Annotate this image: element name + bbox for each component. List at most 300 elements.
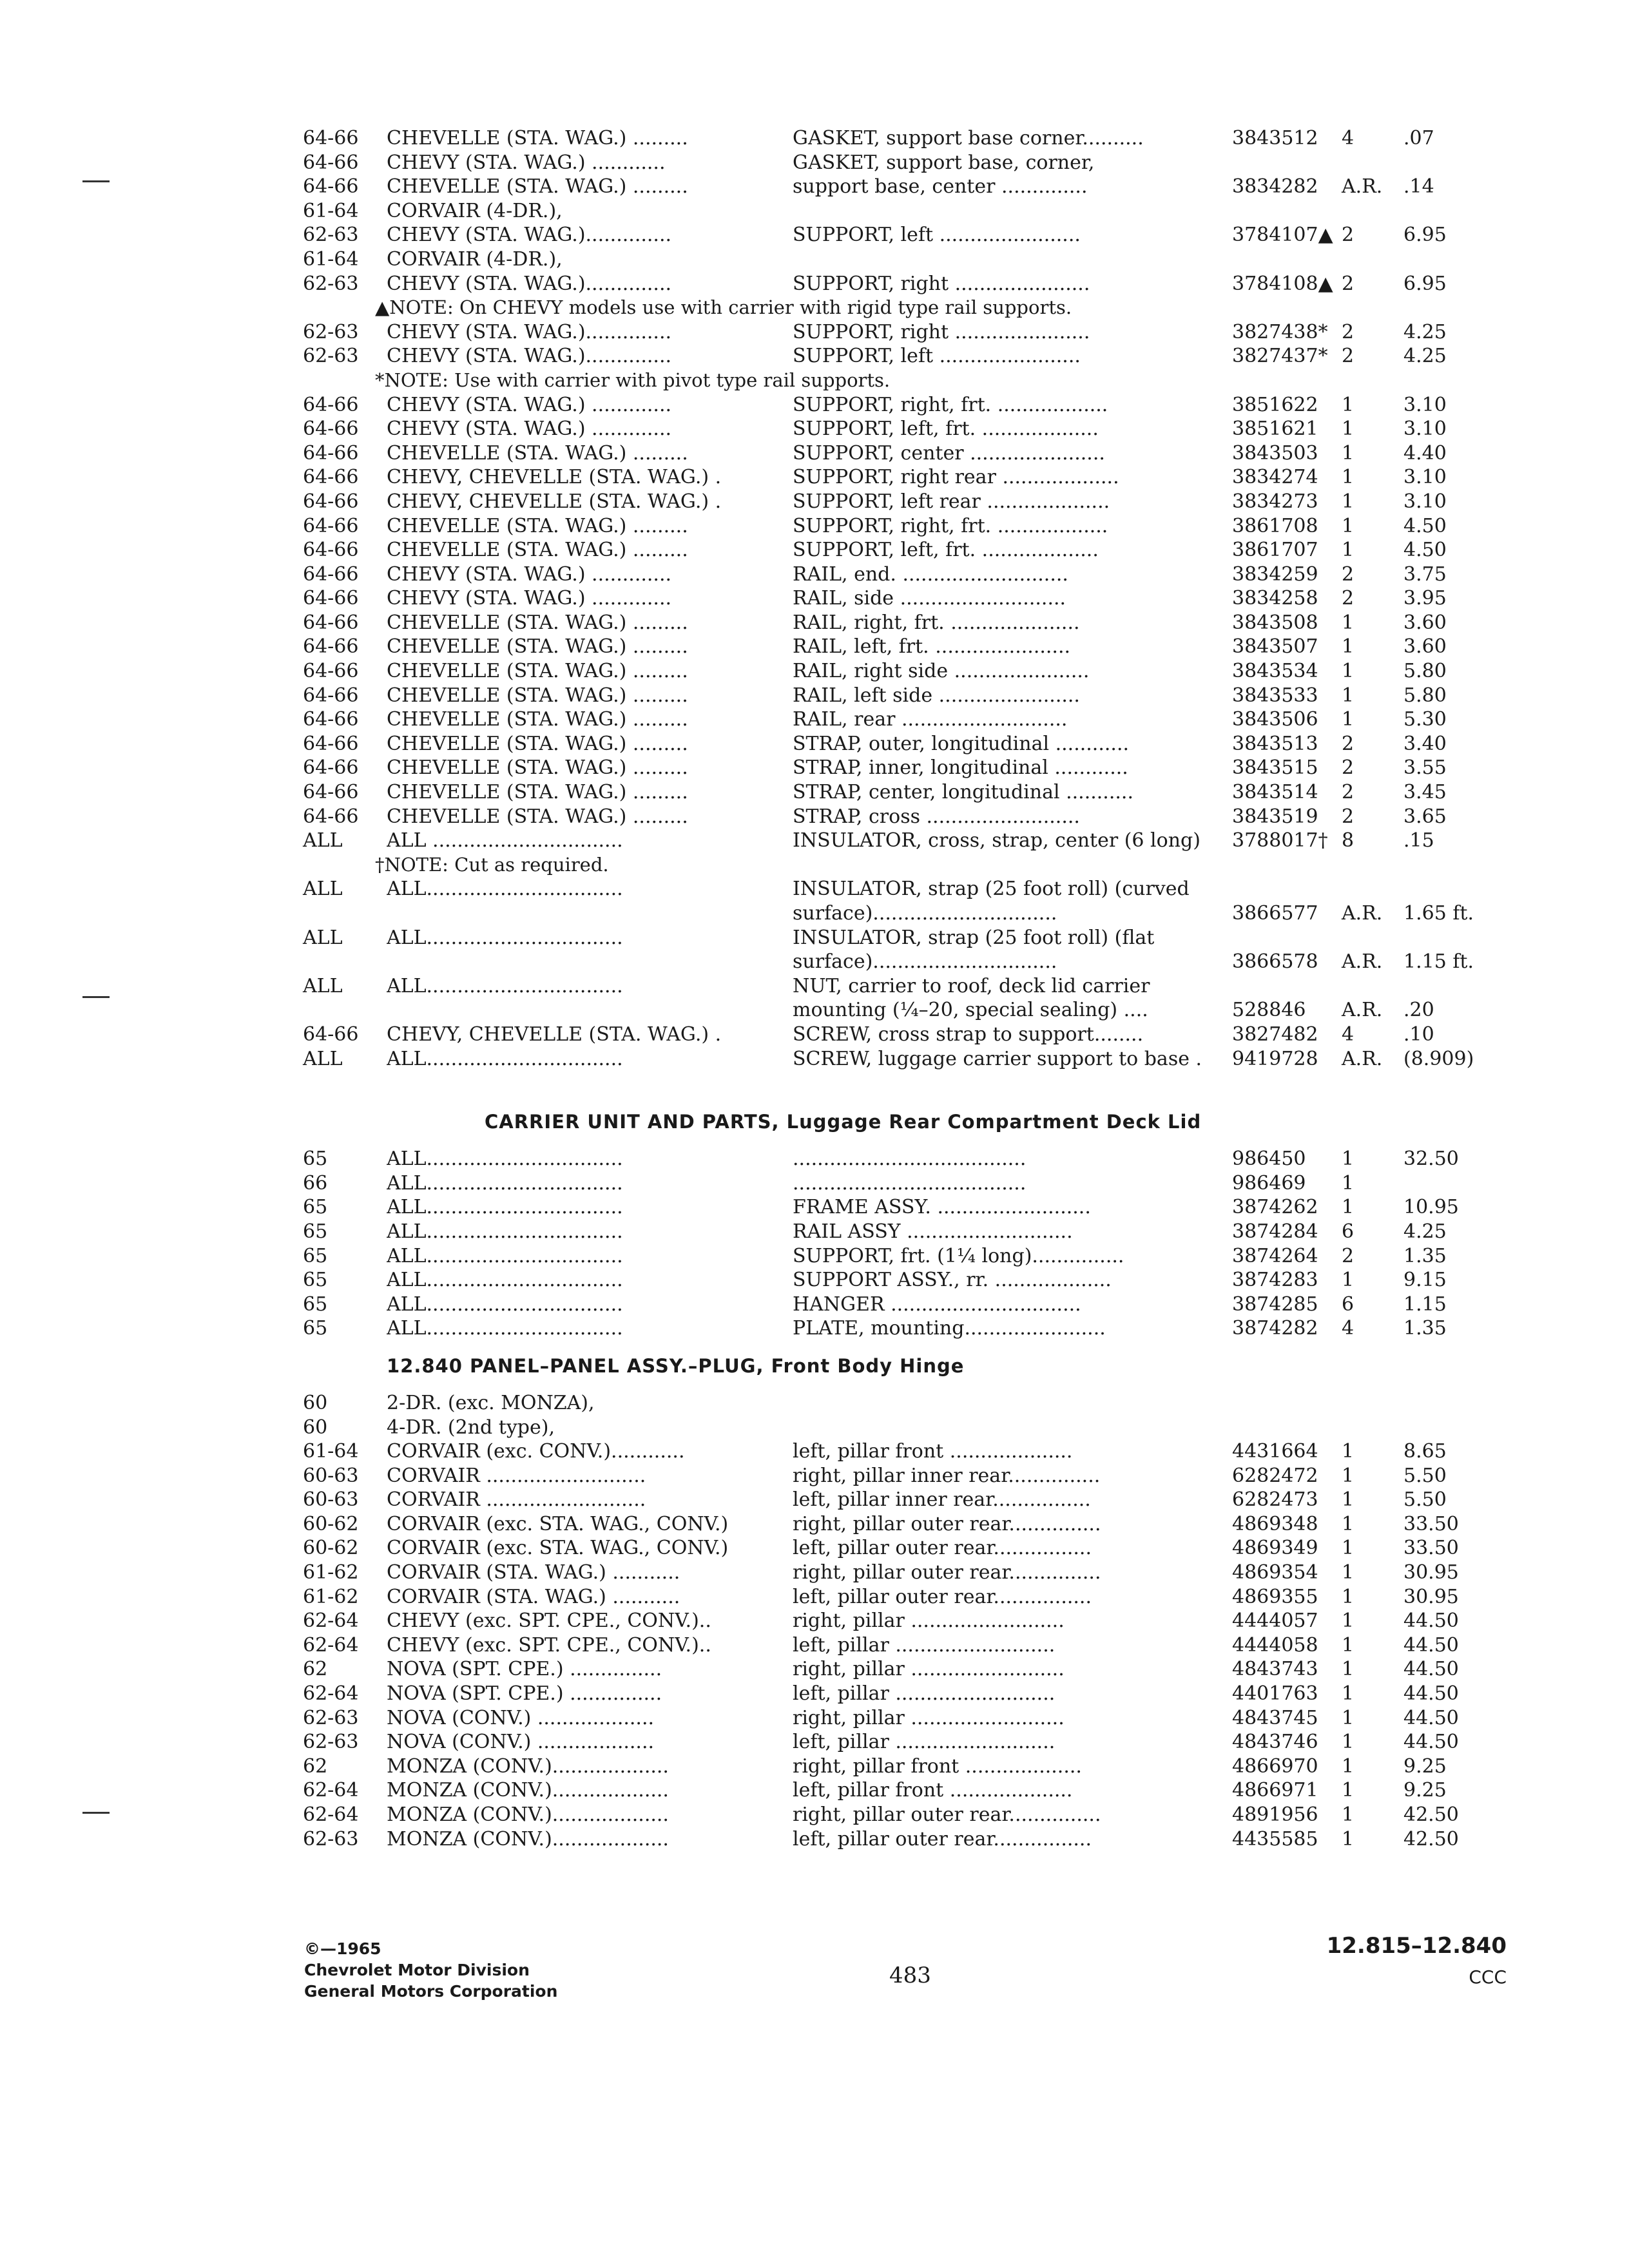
table-row: [303, 175, 1527, 199]
quantity-cell: 1: [1342, 1827, 1354, 1850]
price-cell: 1.35: [1403, 1317, 1447, 1340]
model-cell: CORVAIR (exc. STA. WAG., CONV.): [387, 1512, 729, 1535]
footnote: *NOTE: Use with carrier with pivot type rail supports.: [375, 369, 891, 391]
model-cell: NOVA (CONV.) ...................: [387, 1731, 655, 1754]
model-cell: ALL................................: [387, 1148, 623, 1171]
year-cell: 64-66: [303, 684, 359, 707]
description-cell: SUPPORT, left .......................: [793, 345, 1081, 368]
part-number-cell: 3843519: [1232, 805, 1318, 828]
description-cell: SCREW, luggage carrier support to base .: [793, 1047, 1202, 1070]
price-cell: .15: [1403, 829, 1434, 852]
quantity-cell: 2: [1342, 732, 1354, 755]
year-cell: 62-64: [303, 1779, 359, 1802]
model-cell: CORVAIR (exc. CONV.)............: [387, 1440, 685, 1463]
table-row: [303, 1609, 1527, 1633]
table-row: [303, 1171, 1527, 1196]
model-cell: CHEVELLE (STA. WAG.) .........: [387, 708, 688, 731]
price-cell: 1.65 ft.: [1403, 902, 1474, 925]
year-cell: 65: [303, 1293, 328, 1316]
quantity-cell: A.R.: [1342, 902, 1383, 925]
year-cell: 64-66: [303, 175, 359, 198]
part-number-cell: 3827438*: [1232, 320, 1328, 343]
price-cell: 5.80: [1403, 660, 1447, 683]
model-cell: CHEVELLE (STA. WAG.) .........: [387, 660, 688, 683]
model-cell: CHEVELLE (STA. WAG.) .........: [387, 441, 688, 465]
year-cell: 64-66: [303, 127, 359, 149]
table-row: [303, 998, 1527, 1023]
year-cell: 64-66: [303, 418, 359, 441]
quantity-cell: 2: [1342, 781, 1354, 804]
description-cell: SUPPORT, left .......................: [793, 224, 1081, 247]
table-row: [303, 1439, 1527, 1464]
part-number-cell: 3834282: [1232, 175, 1318, 198]
price-cell: 5.50: [1403, 1488, 1447, 1512]
part-number-cell: 4869348: [1232, 1512, 1318, 1535]
model-cell: CHEVELLE (STA. WAG.) .........: [387, 127, 688, 149]
part-number-cell: 3861708: [1232, 514, 1318, 537]
price-cell: 42.50: [1403, 1803, 1459, 1826]
footer-publisher: [304, 1938, 557, 2002]
year-cell: 66: [303, 1171, 328, 1195]
footnote: ▲NOTE: On CHEVY models use with carrier with rigid type rail supports.: [375, 296, 1072, 319]
part-number-cell: 3866578: [1232, 950, 1318, 974]
price-cell: 9.15: [1403, 1269, 1447, 1292]
year-cell: 65: [303, 1148, 328, 1171]
model-cell: CHEVY (STA. WAG.) ............: [387, 151, 666, 174]
description-cell: left, pillar ..........................: [793, 1731, 1055, 1754]
table-row: [303, 126, 1527, 151]
section-gap: [303, 1071, 1527, 1097]
model-cell: ALL................................: [387, 1293, 623, 1316]
table-row: [303, 441, 1527, 466]
table-row: [303, 1778, 1527, 1803]
part-number-cell: 3843508: [1232, 611, 1318, 634]
description-cell: SUPPORT ASSY., rr. ...................: [793, 1269, 1112, 1292]
year-cell: 64-66: [303, 635, 359, 658]
description-cell: mounting (¼–20, special sealing) ....: [793, 999, 1148, 1022]
table-row: [303, 223, 1527, 247]
quantity-cell: A.R.: [1342, 950, 1383, 974]
quantity-cell: A.R.: [1342, 1047, 1383, 1070]
model-cell: ALL................................: [387, 974, 623, 997]
table-row: [303, 465, 1527, 490]
price-cell: 3.10: [1403, 466, 1447, 489]
model-cell: 4-DR. (2nd type),: [387, 1416, 555, 1439]
description-cell: INSULATOR, strap (25 foot roll) (flat: [793, 926, 1155, 949]
year-cell: 65: [303, 1244, 328, 1267]
table-row: [303, 272, 1527, 296]
price-cell: 3.45: [1403, 781, 1447, 804]
quantity-cell: 4: [1342, 1317, 1354, 1340]
quantity-cell: 1: [1342, 1464, 1354, 1487]
table-row: [303, 1803, 1527, 1827]
part-number-cell: 3843506: [1232, 708, 1318, 731]
section-heading: 12.840 PANEL–PANEL ASSY.–PLUG, Front Body Hinge: [387, 1354, 965, 1377]
quantity-cell: 1: [1342, 635, 1354, 658]
year-cell: 64-66: [303, 441, 359, 465]
part-number-cell: 4869349: [1232, 1537, 1318, 1560]
model-cell: CORVAIR (exc. STA. WAG., CONV.): [387, 1537, 729, 1560]
description-cell: RAIL, left side .......................: [793, 684, 1080, 707]
year-cell: 60-62: [303, 1537, 359, 1560]
year-cell: ALL: [303, 974, 343, 997]
price-cell: 44.50: [1403, 1633, 1459, 1657]
price-cell: 3.55: [1403, 756, 1447, 780]
model-cell: MONZA (CONV.)...................: [387, 1827, 669, 1850]
part-number-cell: 4401763: [1232, 1682, 1318, 1706]
year-cell: ALL: [303, 926, 343, 949]
table-row: [303, 1682, 1527, 1706]
part-number-cell: 3851622: [1232, 393, 1318, 416]
model-cell: CORVAIR (STA. WAG.) ...........: [387, 1585, 680, 1608]
model-cell: CORVAIR ..........................: [387, 1464, 646, 1487]
table-row: [303, 247, 1527, 272]
part-number-cell: 3834273: [1232, 490, 1318, 513]
price-cell: 44.50: [1403, 1682, 1459, 1706]
year-cell: 60-63: [303, 1488, 359, 1512]
quantity-cell: 1: [1342, 611, 1354, 634]
table-row: [303, 926, 1527, 950]
model-cell: CHEVELLE (STA. WAG.) .........: [387, 175, 688, 198]
model-cell: CHEVY, CHEVELLE (STA. WAG.) .: [387, 1023, 722, 1046]
model-cell: CORVAIR (4-DR.),: [387, 247, 563, 271]
description-cell: left, pillar front ....................: [793, 1779, 1073, 1802]
year-cell: 64-66: [303, 756, 359, 780]
part-number-cell: 6282473: [1232, 1488, 1318, 1512]
price-cell: 44.50: [1403, 1658, 1459, 1681]
part-number-cell: 4435585: [1232, 1827, 1318, 1850]
description-cell: SUPPORT, left, frt. ...................: [793, 418, 1099, 441]
part-number-cell: 3843507: [1232, 635, 1318, 658]
quantity-cell: 2: [1342, 1244, 1354, 1267]
table-row: [303, 1023, 1527, 1047]
description-cell: support base, center ..............: [793, 175, 1088, 198]
quantity-cell: 1: [1342, 1585, 1354, 1608]
quantity-cell: 2: [1342, 756, 1354, 780]
table-row: [303, 1754, 1527, 1779]
year-cell: 64-66: [303, 562, 359, 586]
price-cell: 1.15: [1403, 1293, 1447, 1316]
catalog-code: CCC: [1469, 1966, 1507, 1988]
description-cell: FRAME ASSY. .........................: [793, 1196, 1091, 1219]
model-cell: ALL................................: [387, 926, 623, 949]
model-cell: CHEVY, CHEVELLE (STA. WAG.) .: [387, 466, 722, 489]
year-cell: 61-62: [303, 1561, 359, 1584]
part-number-cell: 3843513: [1232, 732, 1318, 755]
year-cell: 64-66: [303, 539, 359, 562]
quantity-cell: 1: [1342, 1171, 1354, 1195]
year-cell: 64-66: [303, 151, 359, 174]
description-cell: left, pillar ..........................: [793, 1633, 1055, 1657]
price-cell: 4.40: [1403, 441, 1447, 465]
description-cell: RAIL ASSY ...........................: [793, 1220, 1073, 1243]
quantity-cell: 8: [1342, 829, 1354, 852]
table-row: [303, 538, 1527, 562]
table-row: [303, 1316, 1527, 1341]
table-row: [303, 635, 1527, 659]
year-cell: 62-64: [303, 1610, 359, 1633]
price-cell: 3.40: [1403, 732, 1447, 755]
table-row: [303, 514, 1527, 539]
description-cell: right, pillar outer rear...............: [793, 1561, 1101, 1584]
description-cell: SUPPORT, right ......................: [793, 320, 1090, 343]
model-cell: CHEVELLE (STA. WAG.) .........: [387, 611, 688, 634]
model-cell: CHEVY (STA. WAG.) .............: [387, 587, 672, 610]
part-number-cell: 4891956: [1232, 1803, 1318, 1826]
model-cell: ALL................................: [387, 1220, 623, 1243]
price-cell: 9.25: [1403, 1754, 1447, 1778]
year-cell: 62-63: [303, 272, 359, 295]
quantity-cell: 1: [1342, 1706, 1354, 1729]
price-cell: .14: [1403, 175, 1434, 198]
table-row: [303, 1220, 1527, 1244]
price-cell: 30.95: [1403, 1561, 1459, 1584]
quantity-cell: 1: [1342, 1610, 1354, 1633]
table-row: [303, 490, 1527, 514]
description-cell: RAIL, left, frt. ......................: [793, 635, 1071, 658]
margin-mark: [82, 996, 110, 998]
year-cell: 64-66: [303, 805, 359, 828]
year-cell: 65: [303, 1220, 328, 1243]
year-cell: 64-66: [303, 393, 359, 416]
description-cell: right, pillar outer rear...............: [793, 1512, 1101, 1535]
part-number-cell: 4431664: [1232, 1440, 1318, 1463]
price-cell: 3.75: [1403, 562, 1447, 586]
description-cell: RAIL, right side ......................: [793, 660, 1090, 683]
model-cell: CHEVELLE (STA. WAG.) .........: [387, 514, 688, 537]
description-cell: ......................................: [793, 1148, 1027, 1171]
table-row: [303, 1416, 1527, 1440]
model-cell: NOVA (CONV.) ...................: [387, 1706, 655, 1729]
quantity-cell: 2: [1342, 224, 1354, 247]
part-number-cell: 3843503: [1232, 441, 1318, 465]
table-row: [303, 199, 1527, 224]
year-cell: 64-66: [303, 514, 359, 537]
model-cell: CHEVY, CHEVELLE (STA. WAG.) .: [387, 490, 722, 513]
model-cell: CHEVY (exc. SPT. CPE., CONV.)..: [387, 1633, 711, 1657]
part-number-cell: 4866970: [1232, 1754, 1318, 1778]
quantity-cell: 1: [1342, 1440, 1354, 1463]
description-cell: RAIL, right, frt. .....................: [793, 611, 1080, 634]
price-cell: 5.50: [1403, 1464, 1447, 1487]
year-cell: 64-66: [303, 466, 359, 489]
model-cell: MONZA (CONV.)...................: [387, 1803, 669, 1826]
quantity-cell: 1: [1342, 1537, 1354, 1560]
model-cell: CHEVELLE (STA. WAG.) .........: [387, 684, 688, 707]
table-row: [303, 1585, 1527, 1610]
price-cell: 5.80: [1403, 684, 1447, 707]
table-row: [303, 732, 1527, 756]
description-cell: STRAP, center, longitudinal ...........: [793, 781, 1133, 804]
model-cell: CORVAIR (4-DR.),: [387, 199, 563, 222]
price-cell: (8.909): [1403, 1047, 1474, 1070]
description-cell: SUPPORT, right rear ...................: [793, 466, 1119, 489]
description-cell: left, pillar outer rear................: [793, 1537, 1092, 1560]
table-row: [303, 1657, 1527, 1682]
table-row: [303, 805, 1527, 829]
description-cell: SUPPORT, left rear ....................: [793, 490, 1110, 513]
description-cell: GASKET, support base corner..........: [793, 127, 1144, 149]
part-number-cell: 986450: [1232, 1148, 1306, 1171]
model-cell: CHEVELLE (STA. WAG.) .........: [387, 805, 688, 828]
footer-section: [1327, 1933, 1507, 1988]
model-cell: CHEVY (STA. WAG.)..............: [387, 224, 672, 247]
price-cell: 8.65: [1403, 1440, 1447, 1463]
description-cell: SCREW, cross strap to support........: [793, 1023, 1144, 1046]
year-cell: 64-66: [303, 587, 359, 610]
year-cell: 64-66: [303, 1023, 359, 1046]
description-cell: SUPPORT, right ......................: [793, 272, 1090, 295]
table-row: [303, 950, 1527, 974]
part-number-cell: 3834258: [1232, 587, 1318, 610]
description-cell: RAIL, side ...........................: [793, 587, 1066, 610]
part-number-cell: 3851621: [1232, 418, 1318, 441]
description-cell: right, pillar front ...................: [793, 1754, 1082, 1778]
price-cell: .07: [1403, 127, 1434, 149]
year-cell: 64-66: [303, 660, 359, 683]
part-number-cell: 6282472: [1232, 1464, 1318, 1487]
year-cell: ALL: [303, 829, 343, 852]
description-cell: surface)..............................: [793, 950, 1057, 974]
year-cell: 65: [303, 1196, 328, 1219]
quantity-cell: 6: [1342, 1220, 1354, 1243]
part-number-cell: 3874285: [1232, 1293, 1318, 1316]
corporation: General Motors Corporation: [304, 1982, 558, 2001]
table-row: [303, 151, 1527, 175]
year-cell: 64-66: [303, 732, 359, 755]
part-number-cell: 528846: [1232, 999, 1306, 1022]
part-number-cell: 3784108▲: [1232, 272, 1333, 295]
model-cell: ALL ...............................: [387, 829, 623, 852]
price-cell: 33.50: [1403, 1512, 1459, 1535]
part-number-cell: 3843514: [1232, 781, 1318, 804]
quantity-cell: 1: [1342, 1561, 1354, 1584]
description-cell: right, pillar .........................: [793, 1610, 1065, 1633]
table-row: [303, 1464, 1527, 1488]
description-cell: STRAP, cross .........................: [793, 805, 1080, 828]
quantity-cell: 2: [1342, 587, 1354, 610]
table-row: [303, 586, 1527, 611]
quantity-cell: 1: [1342, 684, 1354, 707]
price-cell: 10.95: [1403, 1196, 1459, 1219]
description-cell: NUT, carrier to roof, deck lid carrier: [793, 974, 1150, 997]
part-number-cell: 3827482: [1232, 1023, 1318, 1046]
model-cell: CHEVY (STA. WAG.) .............: [387, 562, 672, 586]
price-cell: 9.25: [1403, 1779, 1447, 1802]
year-cell: 62-64: [303, 1803, 359, 1826]
table-row: [303, 1391, 1527, 1416]
price-cell: 4.50: [1403, 514, 1447, 537]
table-row: [303, 877, 1527, 901]
quantity-cell: 1: [1342, 490, 1354, 513]
model-cell: CHEVY (STA. WAG.) .............: [387, 393, 672, 416]
price-cell: 3.95: [1403, 587, 1447, 610]
year-cell: 62-63: [303, 345, 359, 368]
year-cell: 64-66: [303, 708, 359, 731]
description-cell: left, pillar ..........................: [793, 1682, 1055, 1706]
section-heading: CARRIER UNIT AND PARTS, Luggage Rear Compartment Deck Lid: [485, 1111, 1202, 1133]
part-number-cell: 4843746: [1232, 1731, 1318, 1754]
price-cell: 42.50: [1403, 1827, 1459, 1850]
year-cell: 62-63: [303, 1827, 359, 1850]
model-cell: CHEVY (STA. WAG.)..............: [387, 345, 672, 368]
description-cell: right, pillar .........................: [793, 1658, 1065, 1681]
quantity-cell: 1: [1342, 1488, 1354, 1512]
description-cell: INSULATOR, cross, strap, center (6 long): [793, 829, 1200, 852]
table-row: [303, 756, 1527, 780]
model-cell: CHEVELLE (STA. WAG.) .........: [387, 539, 688, 562]
model-cell: ALL................................: [387, 1269, 623, 1292]
description-cell: STRAP, outer, longitudinal ............: [793, 732, 1130, 755]
model-cell: CHEVELLE (STA. WAG.) .........: [387, 781, 688, 804]
part-number-cell: 3843534: [1232, 660, 1318, 683]
part-number-cell: 3866577: [1232, 902, 1318, 925]
quantity-cell: A.R.: [1342, 999, 1383, 1022]
quantity-cell: 4: [1342, 1023, 1354, 1046]
model-cell: 2-DR. (exc. MONZA),: [387, 1391, 595, 1414]
description-cell: left, pillar outer rear................: [793, 1585, 1092, 1608]
quantity-cell: 1: [1342, 660, 1354, 683]
quantity-cell: 2: [1342, 805, 1354, 828]
year-cell: 60: [303, 1416, 328, 1439]
year-cell: 62-63: [303, 1706, 359, 1729]
description-cell: RAIL, rear ...........................: [793, 708, 1068, 731]
quantity-cell: 6: [1342, 1293, 1354, 1316]
description-cell: SUPPORT, left, frt. ...................: [793, 539, 1099, 562]
part-number-cell: 986469: [1232, 1171, 1306, 1195]
table-row: [303, 1706, 1527, 1731]
part-number-cell: 3874283: [1232, 1269, 1318, 1292]
model-cell: CHEVELLE (STA. WAG.) .........: [387, 732, 688, 755]
description-cell: surface)..............................: [793, 902, 1057, 925]
part-number-cell: 4866971: [1232, 1779, 1318, 1802]
part-number-cell: 3834259: [1232, 562, 1318, 586]
price-cell: 4.25: [1403, 1220, 1447, 1243]
year-cell: 62-63: [303, 1731, 359, 1754]
model-cell: ALL................................: [387, 1317, 623, 1340]
price-cell: 1.15 ft.: [1403, 950, 1474, 974]
quantity-cell: 2: [1342, 320, 1354, 343]
year-cell: 61-62: [303, 1585, 359, 1608]
table-row: [303, 320, 1527, 345]
year-cell: 61-64: [303, 199, 359, 222]
quantity-cell: 1: [1342, 1633, 1354, 1657]
year-cell: 62: [303, 1658, 328, 1681]
quantity-cell: 1: [1342, 1731, 1354, 1754]
table-row: [303, 393, 1527, 418]
model-cell: ALL................................: [387, 878, 623, 901]
table-row: [303, 1512, 1527, 1537]
price-cell: .20: [1403, 999, 1434, 1022]
table-row: [303, 611, 1527, 635]
year-cell: 60: [303, 1391, 328, 1414]
quantity-cell: 1: [1342, 708, 1354, 731]
year-cell: ALL: [303, 878, 343, 901]
part-number-cell: 4869355: [1232, 1585, 1318, 1608]
part-number-cell: 3827437*: [1232, 345, 1328, 368]
price-cell: 30.95: [1403, 1585, 1459, 1608]
part-number-cell: 3788017†: [1232, 829, 1328, 852]
table-row: [303, 780, 1527, 805]
price-cell: 1.35: [1403, 1244, 1447, 1267]
year-cell: 65: [303, 1317, 328, 1340]
table-row: [303, 562, 1527, 587]
table-row: [303, 901, 1527, 926]
price-cell: 44.50: [1403, 1731, 1459, 1754]
description-cell: left, pillar front ....................: [793, 1440, 1073, 1463]
description-cell: GASKET, support base, corner,: [793, 151, 1095, 174]
table-row: [303, 1047, 1527, 1072]
